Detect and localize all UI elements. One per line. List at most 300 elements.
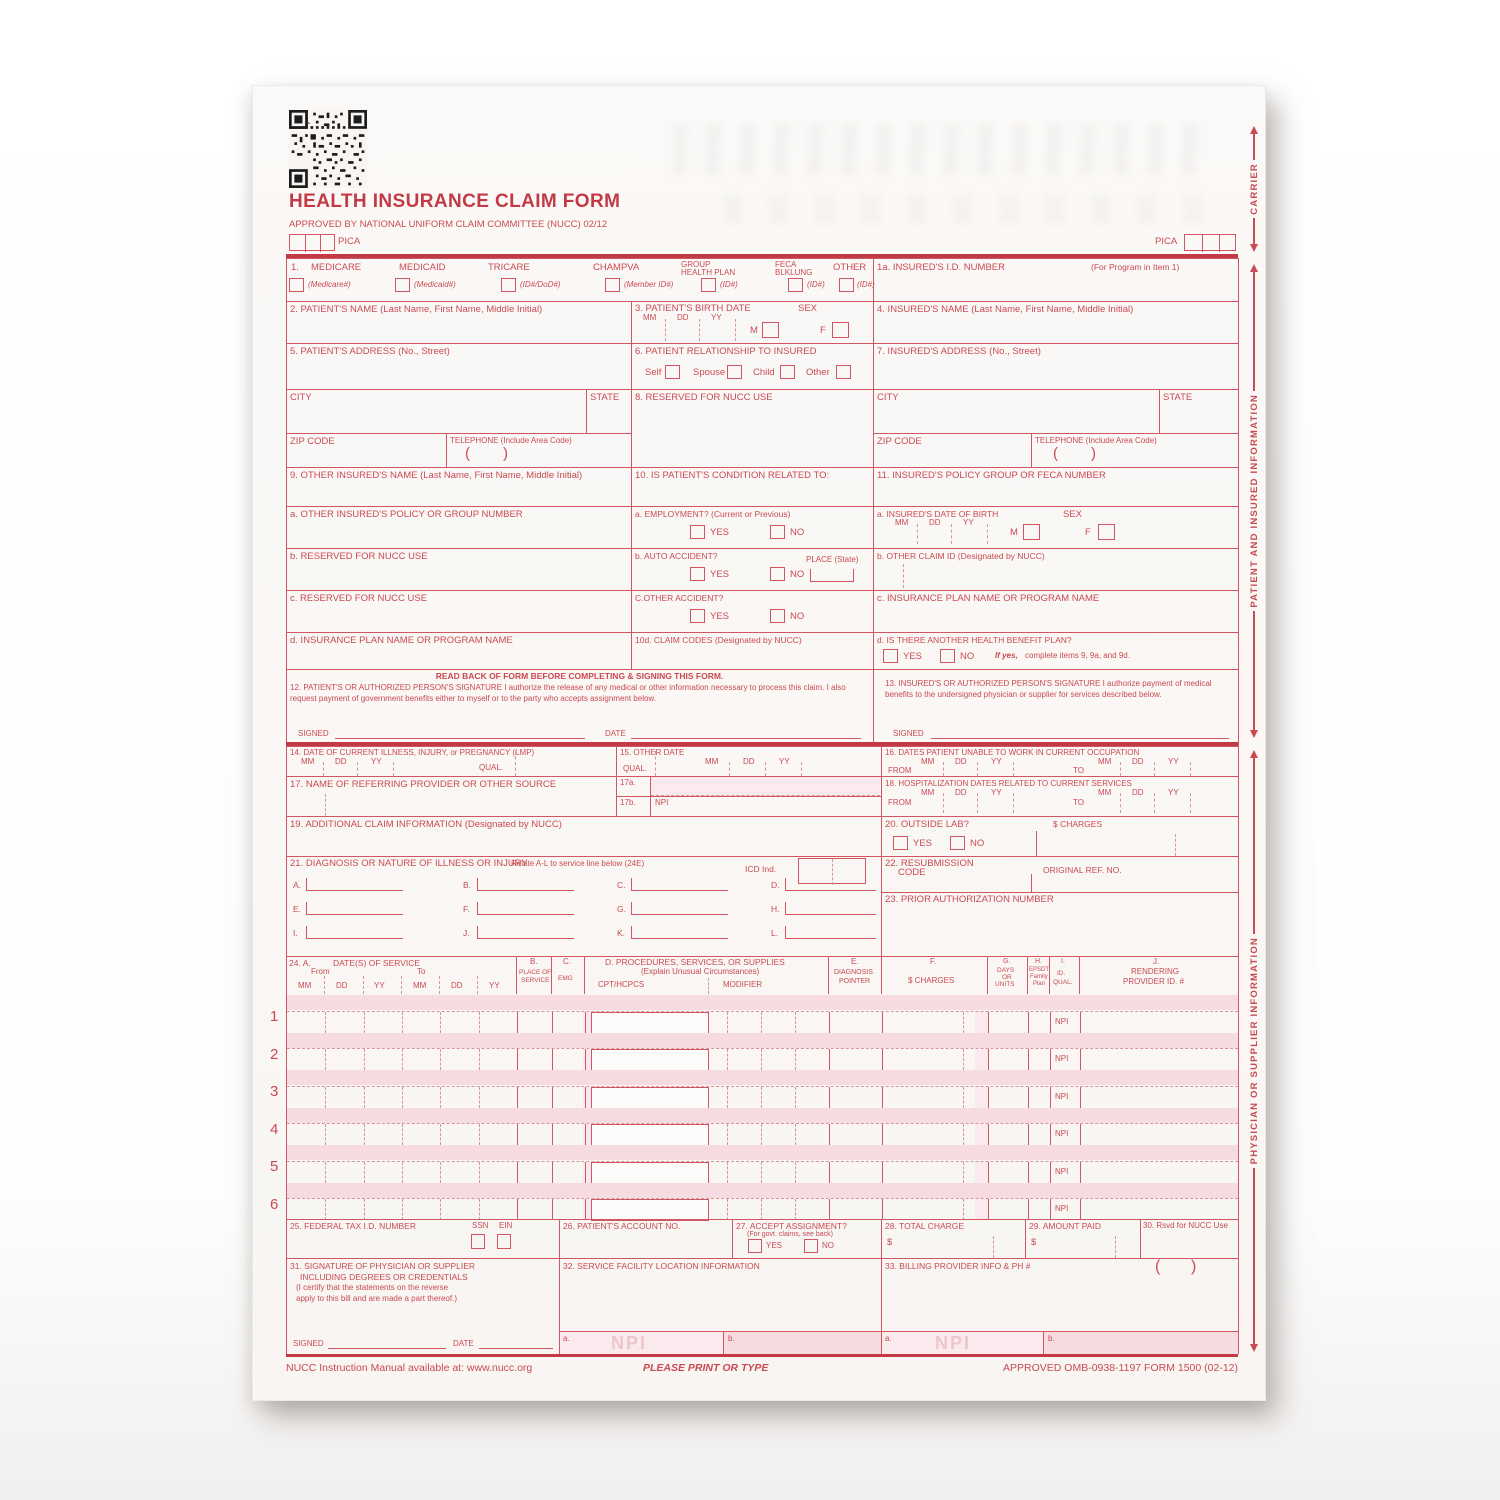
divider — [325, 1012, 326, 1033]
cpt-hcpcs-cell[interactable] — [591, 1012, 709, 1034]
box5-title: 5. PATIENT'S ADDRESS (No., Street) — [290, 346, 450, 357]
ssn-label: SSN — [472, 1221, 489, 1230]
box1a-title: 1a. INSURED'S I.D. NUMBER — [877, 262, 1005, 273]
signed-label: SIGNED — [293, 1339, 324, 1348]
medicaid-sub: (Medicaid#) — [414, 280, 456, 289]
dx-field-c[interactable] — [631, 878, 728, 891]
qual-label: QUAL. — [479, 763, 504, 772]
box22-code: CODE — [898, 867, 926, 878]
dx-field-l[interactable] — [785, 926, 876, 939]
dd-label: DD — [335, 757, 347, 766]
physician-supplier-rail — [1243, 750, 1265, 1352]
col-line — [988, 1124, 989, 1145]
group-checkbox[interactable] — [701, 278, 716, 292]
box14-title: 14. DATE OF CURRENT ILLNESS, INJURY, or PREGNANCY (LMP) — [290, 748, 535, 757]
colg-l2: OR — [1002, 974, 1012, 981]
box25-title: 25. FEDERAL TAX I.D. NUMBER — [290, 1221, 416, 1231]
service-line-shaded-band[interactable] — [287, 1145, 1238, 1160]
if-yes-rest: complete items 9, 9a, and 9d. — [1025, 651, 1130, 660]
benefit-plan-no-checkbox[interactable] — [940, 649, 955, 663]
feca-label: FECA — [775, 260, 797, 269]
divider — [761, 1124, 762, 1145]
divider — [761, 1199, 762, 1220]
female-label: F — [1085, 527, 1091, 538]
col-line — [552, 1124, 553, 1145]
col-line — [552, 1162, 553, 1183]
divider — [727, 1162, 728, 1183]
scan-artifact — [673, 124, 1213, 174]
patient-signature-date-line[interactable] — [631, 726, 861, 739]
other-label: OTHER — [833, 262, 867, 273]
box18-title: 18. HOSPITALIZATION DATES RELATED TO CURRENT SERVICES — [885, 779, 1132, 788]
divider — [943, 762, 944, 776]
divider — [364, 1012, 365, 1033]
col-line — [585, 1012, 586, 1033]
divider — [402, 1162, 403, 1183]
box31-l4: apply to this bill and are made a part thereof.) — [296, 1294, 457, 1303]
divider — [727, 1124, 728, 1145]
physician-supplier-rail-label: PHYSICIAN OR SUPPLIER INFORMATION — [1248, 937, 1260, 1165]
box30-title: 30. Rsvd for NUCC Use — [1143, 1221, 1228, 1230]
auto-no-checkbox[interactable] — [770, 567, 785, 581]
yy-label: YY — [1168, 757, 1179, 766]
dx-field-e[interactable] — [306, 902, 403, 915]
mm-label: MM — [705, 757, 719, 766]
dd-label: DD — [955, 788, 967, 797]
divider — [477, 976, 478, 994]
col-line — [1028, 1049, 1029, 1070]
dd-label: DD — [336, 981, 348, 990]
box27-title: 27. ACCEPT ASSIGNMENT? — [736, 1221, 847, 1231]
auto-yes-checkbox[interactable] — [690, 567, 705, 581]
npi-label: NPI — [1055, 1091, 1069, 1101]
zip-label: ZIP CODE — [877, 436, 922, 447]
divider — [323, 762, 324, 776]
female-label: F — [820, 325, 826, 336]
patient-signature-line[interactable] — [335, 726, 585, 739]
ein-checkbox[interactable] — [497, 1234, 511, 1249]
divider — [325, 1199, 326, 1220]
self-checkbox[interactable] — [665, 365, 680, 379]
insured-male-checkbox[interactable] — [1023, 524, 1040, 540]
col-line — [1027, 956, 1028, 994]
colc-letter: C. — [563, 957, 571, 966]
divider — [364, 1162, 365, 1183]
divider — [801, 762, 802, 776]
rail-line — [1253, 611, 1255, 730]
divider — [1202, 235, 1203, 252]
divider — [325, 794, 326, 816]
col-line — [517, 1199, 518, 1220]
signed-label: SIGNED — [893, 729, 924, 738]
mm-label: MM — [298, 981, 312, 990]
divider — [364, 1199, 365, 1220]
service-line-row — [270, 1144, 1238, 1182]
divider — [364, 1049, 365, 1070]
divider — [795, 1162, 796, 1183]
divider — [903, 564, 904, 588]
col-line — [584, 956, 585, 994]
yy-label: YY — [374, 981, 385, 990]
telephone-label: TELEPHONE (Include Area Code) — [1035, 436, 1157, 445]
divider — [708, 978, 709, 994]
paren: ) — [503, 445, 508, 462]
medicare-checkbox[interactable] — [289, 278, 304, 292]
service-line-number: 5 — [270, 1158, 279, 1175]
divider — [393, 762, 394, 776]
col-line — [552, 1049, 553, 1070]
yy-label: YY — [1168, 788, 1179, 797]
other-accident-yes-checkbox[interactable] — [690, 609, 705, 623]
colf-letter: F. — [930, 957, 937, 966]
col-line — [585, 1162, 586, 1183]
employment-no-checkbox[interactable] — [770, 525, 785, 539]
no-label: NO — [970, 838, 985, 849]
coli-l1: ID. — [1057, 970, 1066, 977]
other-checkbox[interactable] — [839, 278, 854, 292]
spouse-checkbox[interactable] — [727, 365, 742, 379]
box33b-strip[interactable] — [1043, 1331, 1238, 1356]
state-label: STATE — [590, 392, 620, 403]
cpt-hcpcs-cell[interactable] — [591, 1199, 709, 1221]
yes-label: YES — [710, 611, 730, 622]
divider — [1120, 762, 1121, 776]
divider — [1013, 762, 1014, 776]
col-line — [1028, 1087, 1029, 1108]
yy-label: YY — [711, 313, 722, 322]
divider — [977, 762, 978, 776]
npi-watermark: NPI — [611, 1333, 648, 1353]
divider — [735, 319, 736, 341]
outside-lab-yes-checkbox[interactable] — [893, 836, 908, 850]
readback-notice: READ BACK OF FORM BEFORE COMPLETING & SIGNING THIS FORM. — [435, 671, 724, 681]
cpt-hcpcs-cell[interactable] — [591, 1049, 709, 1071]
group-health-plan-label: GROUP — [681, 260, 711, 269]
service-line-entry-row[interactable] — [287, 1123, 1238, 1145]
footer-print-or-type: PLEASE PRINT OR TYPE — [643, 1362, 769, 1374]
carrier-rail — [1243, 126, 1265, 252]
box31-l2: INCLUDING DEGREES OR CREDENTIALS — [300, 1272, 468, 1282]
service-line-shaded-band[interactable] — [287, 995, 1238, 1010]
box11a-title: a. INSURED'S DATE OF BIRTH — [877, 509, 999, 519]
dollar-sign: $ — [887, 1237, 893, 1248]
box32-title: 32. SERVICE FACILITY LOCATION INFORMATION — [563, 1261, 760, 1271]
divider — [665, 319, 666, 341]
box9d-title: d. INSURANCE PLAN NAME OR PROGRAM NAME — [290, 635, 513, 646]
box32b-label: b. — [728, 1334, 735, 1343]
medicaid-checkbox[interactable] — [395, 278, 410, 292]
divider — [479, 1162, 480, 1183]
dx-letter: F. — [463, 904, 470, 914]
divider — [1013, 793, 1014, 813]
divider — [364, 1124, 365, 1145]
col-line — [1050, 1124, 1051, 1145]
box10-title: 10. IS PATIENT'S CONDITION RELATED TO: — [635, 470, 830, 481]
service-line-row — [270, 1107, 1238, 1145]
cpt-hcpcs-cell[interactable] — [591, 1124, 709, 1146]
cpt-hcpcs-cell[interactable] — [591, 1087, 709, 1109]
colh-letter: H. — [1035, 958, 1042, 965]
cold-mod: MODIFIER — [723, 980, 763, 989]
col-line — [552, 1087, 553, 1108]
bottom-rule — [286, 1354, 1238, 1357]
dx-field-i[interactable] — [306, 926, 403, 939]
colc-l1: EMG — [558, 975, 573, 982]
dd-label: DD — [929, 518, 941, 527]
patient-insured-rail-label: PATIENT AND INSURED INFORMATION — [1248, 394, 1260, 608]
box7-title: 7. INSURED'S ADDRESS (No., Street) — [877, 346, 1041, 357]
paren: ( — [1053, 445, 1058, 462]
dx-field-a[interactable] — [306, 878, 403, 891]
arrow-up-icon — [1250, 750, 1258, 758]
zip-label: ZIP CODE — [290, 436, 335, 447]
col-line — [1028, 1162, 1029, 1183]
yes-label: YES — [903, 651, 923, 662]
divider — [479, 1049, 480, 1070]
dx-field-g[interactable] — [631, 902, 728, 915]
colf-l1: $ CHARGES — [908, 976, 955, 985]
cpt-hcpcs-cell[interactable] — [591, 1162, 709, 1184]
service-line-entry-row[interactable] — [287, 1048, 1238, 1070]
divider — [699, 319, 700, 341]
box4-title: 4. INSURED'S NAME (Last Name, First Name, Middle Initial) — [877, 304, 1134, 315]
from-label: FROM — [888, 798, 912, 807]
divider — [440, 1012, 441, 1033]
service-line-entry-row[interactable] — [287, 1198, 1238, 1220]
divider — [987, 524, 988, 544]
box21-title: 21. DIAGNOSIS OR NATURE OF ILLNESS OR INJURY — [290, 858, 528, 869]
divider — [1190, 793, 1191, 813]
box8-title: 8. RESERVED FOR NUCC USE — [635, 392, 773, 403]
patient-insured-rail — [1243, 264, 1265, 738]
box28-title: 28. TOTAL CHARGE — [885, 1221, 965, 1231]
tricare-label: TRICARE — [488, 262, 530, 273]
divider — [727, 1087, 728, 1108]
no-label: NO — [790, 569, 805, 580]
state-label: STATE — [1163, 392, 1193, 403]
arrow-down-icon — [1250, 730, 1258, 738]
box9b-title: b. RESERVED FOR NUCC USE — [290, 551, 428, 562]
col-line — [585, 1199, 586, 1220]
pink-stripe — [975, 1049, 989, 1070]
colj-letter: J. — [1153, 957, 1160, 966]
npi-label: NPI — [655, 798, 669, 807]
physician-signature-line[interactable] — [328, 1336, 446, 1349]
arrow-down-icon — [1250, 1344, 1258, 1352]
divider — [765, 762, 766, 776]
mm-label: MM — [301, 757, 315, 766]
divider — [440, 1199, 441, 1220]
paren: ) — [1191, 1258, 1197, 1275]
box32b-strip[interactable] — [723, 1331, 881, 1356]
service-line-number: 6 — [270, 1195, 279, 1213]
box26-title: 26. PATIENT'S ACCOUNT NO. — [563, 1221, 681, 1231]
col-line — [882, 1124, 883, 1145]
box16-title: 16. DATES PATIENT UNABLE TO WORK IN CURRENT OCCUPATION — [885, 748, 1140, 757]
yy-label: YY — [371, 757, 382, 766]
arrow-down-icon — [1250, 244, 1258, 252]
city-label: CITY — [877, 392, 899, 403]
assignment-no-checkbox[interactable] — [804, 1239, 818, 1253]
service-line-table — [270, 994, 1238, 1219]
colb-l1: PLACE OF — [519, 969, 552, 976]
arrow-up-icon — [1250, 126, 1258, 134]
col-line — [585, 1049, 586, 1070]
box3-title: 3. PATIENT'S BIRTH DATE — [635, 303, 751, 314]
dx-field-b[interactable] — [477, 878, 574, 891]
child-label: Child — [753, 367, 775, 378]
dx-field-d[interactable] — [785, 878, 876, 891]
pica-left-boxes[interactable] — [289, 234, 335, 251]
divider — [440, 1124, 441, 1145]
dx-field-h[interactable] — [785, 902, 876, 915]
divider — [440, 1049, 441, 1070]
form-title: HEALTH INSURANCE CLAIM FORM — [289, 191, 621, 212]
service-line-entry-row[interactable] — [287, 1086, 1238, 1108]
box11-title: 11. INSURED'S POLICY GROUP OR FECA NUMBER — [877, 470, 1106, 481]
divider — [795, 1124, 796, 1145]
yy-label: YY — [489, 981, 500, 990]
col-line — [881, 956, 882, 994]
pink-stripe — [975, 1012, 989, 1033]
npi-label: NPI — [1055, 1054, 1069, 1063]
female-checkbox[interactable] — [832, 322, 849, 338]
col-line — [585, 1124, 586, 1145]
box17a-label: 17a. — [620, 778, 636, 787]
col-line — [517, 1162, 518, 1183]
divider — [439, 976, 440, 994]
if-yes-label: If yes, — [995, 651, 1018, 660]
assignment-yes-checkbox[interactable] — [748, 1239, 762, 1253]
divider — [951, 524, 952, 544]
dx-letter: I. — [293, 928, 298, 938]
signed-label: SIGNED — [298, 729, 329, 738]
spouse-label: Spouse — [693, 367, 726, 378]
colg-l1: DAYS — [997, 967, 1015, 974]
col-line — [585, 1087, 586, 1108]
dx-field-f[interactable] — [477, 902, 574, 915]
divider — [727, 1049, 728, 1070]
other-accident-no-checkbox[interactable] — [770, 609, 785, 623]
yes-label: YES — [913, 838, 933, 849]
divider — [1154, 793, 1155, 813]
dx-field-k[interactable] — [631, 926, 728, 939]
employment-yes-checkbox[interactable] — [690, 525, 705, 539]
other-rel-checkbox[interactable] — [836, 365, 851, 379]
place-state-field[interactable] — [810, 569, 854, 582]
benefit-plan-yes-checkbox[interactable] — [883, 649, 898, 663]
no-label: NO — [790, 611, 805, 622]
service-line-number: 4 — [270, 1120, 279, 1138]
ssn-checkbox[interactable] — [471, 1234, 485, 1249]
service-line-shaded-band[interactable] — [287, 1108, 1238, 1123]
footer-approved-omb: APPROVED OMB-0938-1197 FORM 1500 (02-12) — [1003, 1362, 1238, 1374]
col-line — [1050, 1049, 1051, 1070]
npi-label: NPI — [1055, 1016, 1069, 1026]
col-line — [987, 956, 988, 994]
mm-label: MM — [643, 313, 657, 322]
col-line — [988, 1199, 989, 1220]
patient-city-field[interactable] — [286, 389, 586, 433]
feca-checkbox[interactable] — [788, 278, 803, 292]
col-line — [517, 1012, 518, 1033]
box12-text: 12. PATIENT'S OR AUTHORIZED PERSON'S SIGNATURE I authorize the release of any medical or other information necessary to process this claim. I also request payment of government benefits either to myself or to the party who accepts assignment below. — [290, 683, 846, 703]
box17b-label: 17b. — [620, 798, 636, 807]
service-line-entry-row[interactable] — [287, 1161, 1238, 1183]
col-line — [1080, 1012, 1081, 1033]
box6-title: 6. PATIENT RELATIONSHIP TO INSURED — [635, 346, 817, 357]
col-line — [1050, 1087, 1051, 1108]
divider — [963, 1049, 964, 1070]
divider — [1175, 834, 1176, 856]
icd-ind-label: ICD Ind. — [745, 864, 777, 874]
divider — [795, 1012, 796, 1033]
pink-stripe — [975, 1199, 989, 1220]
insured-signature-line[interactable] — [931, 726, 1229, 739]
coli-letter: I. — [1061, 958, 1065, 965]
divider — [1115, 1236, 1116, 1258]
service-line-shaded-band[interactable] — [287, 1070, 1238, 1085]
champva-checkbox[interactable] — [605, 278, 620, 292]
paren: ( — [1155, 1258, 1161, 1275]
box1a-note: (For Program in Item 1) — [1091, 262, 1180, 272]
dx-field-j[interactable] — [477, 926, 574, 939]
outside-lab-no-checkbox[interactable] — [950, 836, 965, 850]
physician-date-line[interactable] — [479, 1336, 553, 1349]
child-checkbox[interactable] — [780, 365, 795, 379]
telephone-label: TELEPHONE (Include Area Code) — [450, 436, 572, 445]
service-line-shaded-band[interactable] — [287, 1183, 1238, 1198]
divider — [402, 1049, 403, 1070]
divider — [1120, 793, 1121, 813]
pica-right-boxes[interactable] — [1184, 234, 1236, 251]
col-line — [552, 1012, 553, 1033]
tricare-checkbox[interactable] — [501, 278, 516, 292]
col-line — [1050, 1199, 1051, 1220]
insured-female-checkbox[interactable] — [1098, 524, 1115, 540]
box17a-shaded-field[interactable] — [651, 777, 880, 796]
npi-label: NPI — [1055, 1166, 1069, 1176]
service-line-shaded-band[interactable] — [287, 1033, 1238, 1048]
medicare-label: MEDICARE — [311, 262, 362, 273]
dd-label: DD — [451, 981, 463, 990]
divider — [325, 1162, 326, 1183]
medicare-sub: (Medicare#) — [308, 280, 351, 289]
from-label: FROM — [888, 766, 912, 775]
pink-stripe — [975, 1124, 989, 1145]
no-label: NO — [960, 651, 975, 662]
box33b-label: b. — [1048, 1334, 1055, 1343]
col-line — [1028, 1012, 1029, 1033]
box23-title: 23. PRIOR AUTHORIZATION NUMBER — [885, 894, 1054, 905]
col-line — [1079, 956, 1080, 994]
box17-title: 17. NAME OF REFERRING PROVIDER OR OTHER SOURCE — [290, 779, 557, 790]
dx-letter: G. — [617, 904, 626, 914]
box2-title: 2. PATIENT'S NAME (Last Name, First Name, Middle Initial) — [290, 304, 543, 315]
box1-number: 1. — [291, 262, 299, 273]
place-state-label: PLACE (State) — [806, 555, 859, 564]
insured-city-field[interactable] — [873, 389, 1159, 433]
dd-label: DD — [1132, 788, 1144, 797]
divider — [325, 1049, 326, 1070]
divider — [761, 1049, 762, 1070]
arrow-up-icon — [1250, 264, 1258, 272]
col24a-title: DATE(S) OF SERVICE — [333, 958, 421, 968]
col-line — [882, 1162, 883, 1183]
service-line-entry-row[interactable] — [287, 1011, 1238, 1033]
divider — [977, 793, 978, 813]
male-checkbox[interactable] — [762, 322, 779, 338]
